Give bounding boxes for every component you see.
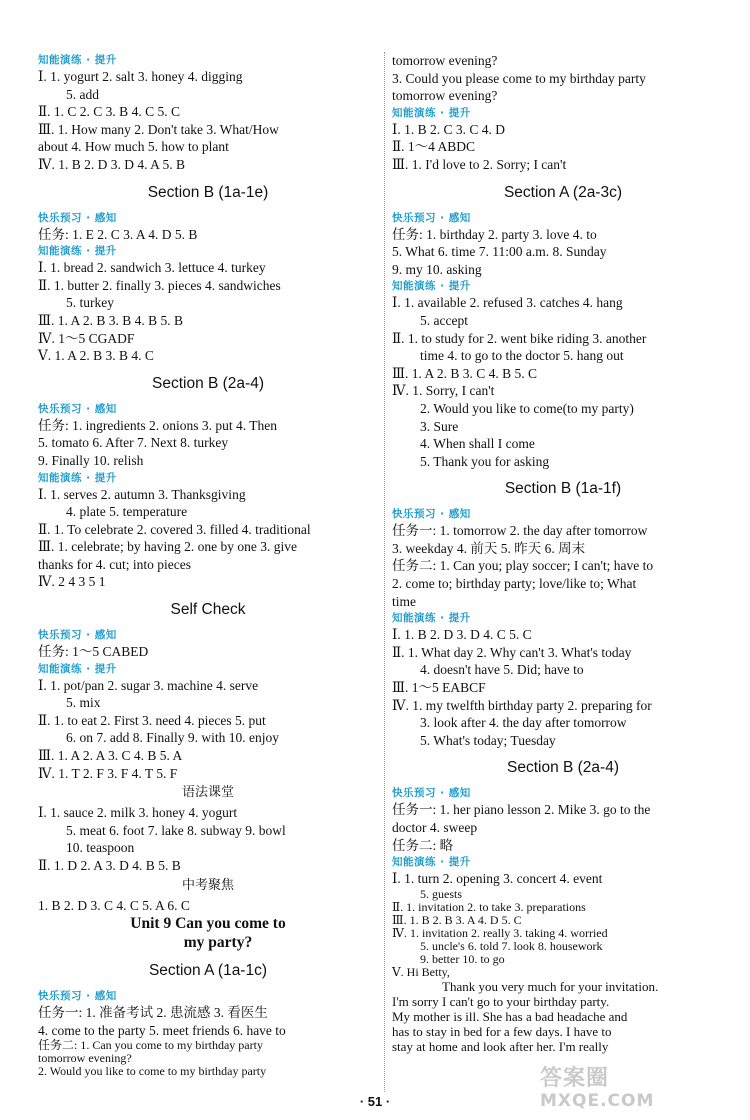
- answer-line: Ⅰ. 1. available 2. refused 3. catches 4. hang: [392, 295, 623, 311]
- answer-line: 9. my 10. asking: [392, 261, 482, 277]
- answer-line: 5. add: [66, 86, 99, 102]
- section-label: 知能演练 · 提升: [38, 54, 117, 66]
- answer-line: 4. plate 5. temperature: [66, 504, 188, 520]
- answer-line: time: [392, 593, 416, 609]
- answer-line: 4. come to the party 5. meet friends 6. have to: [38, 1022, 286, 1038]
- column-divider: [384, 52, 385, 1092]
- answer-line: 5. Thank you for asking: [420, 453, 550, 469]
- answer-line: Ⅰ. 1. pot/pan 2. sugar 3. machine 4. serve: [38, 677, 259, 693]
- answer-line: Ⅳ. 1. T 2. F 3. F 4. T 5. F: [38, 765, 178, 781]
- answer-line: 5. turkey: [66, 295, 114, 311]
- answer-line: 5. tomato 6. After 7. Next 8. turkey: [38, 435, 229, 451]
- section-label: 知能演练 · 提升: [38, 662, 117, 675]
- answer-line: thanks for 4. cut; into pieces: [38, 556, 191, 572]
- answer-line: tomorrow evening?: [38, 1051, 132, 1066]
- answer-line: 2. Would you like to come(to my party): [420, 400, 634, 416]
- answer-line: 5. What 6. time 7. 11:00 a.m. 8. Sunday: [392, 244, 607, 260]
- answer-line: doctor 4. sweep: [392, 820, 478, 835]
- answer-line: 5. guests: [420, 886, 462, 901]
- page-number-value: 51: [367, 1094, 383, 1109]
- answer-line: about 4. How much 5. how to plant: [38, 139, 229, 155]
- answer-line: 3. Sure: [420, 418, 459, 434]
- answer-line: Ⅱ. 1～4 ABDC: [392, 139, 476, 155]
- section-label: 快乐预习 · 感知: [392, 211, 471, 224]
- answer-line: 4. doesn't have 5. Did; have to: [420, 662, 584, 678]
- answer-line: 2. come to; birthday party; love/like to; What: [392, 576, 637, 592]
- answer-line: Ⅰ. 1. yogurt 2. salt 3. honey 4. digging: [38, 69, 243, 84]
- answer-line: Ⅳ. 1～5 CGADF: [38, 330, 135, 346]
- letter-line: Thank you very much for your invitation.: [442, 978, 659, 994]
- answer-line: Ⅴ. Hi Betty,: [392, 964, 450, 979]
- watermark-logo: [540, 1068, 745, 1116]
- subsection-heading: 中考聚焦: [181, 877, 234, 893]
- answer-line: 5. What's today; Tuesday: [420, 732, 556, 748]
- section-label: 知能演练 · 提升: [38, 245, 117, 258]
- answer-line: Ⅲ. 1. B 2. B 3. A 4. D 5. C: [392, 912, 522, 927]
- section-heading: Section A (1a-1c): [148, 962, 268, 980]
- section-heading: Section B (1a-1f): [504, 480, 622, 498]
- answer-line: 9. Finally 10. relish: [38, 452, 144, 468]
- answer-line: tomorrow evening?: [392, 88, 498, 104]
- answer-line: Ⅲ. 1. celebrate; by having 2. one by one 3. give: [38, 539, 297, 555]
- answer-line: 任务: 1. birthday 2. party 3. love 4. to: [392, 226, 597, 242]
- section-heading: Section A (2a-3c): [503, 183, 623, 201]
- answer-line: Ⅱ. 1. C 2. C 3. B 4. C 5. C: [38, 104, 180, 120]
- section-label: 快乐预习 · 感知: [392, 787, 471, 800]
- answer-line: 任务一: 1. 准备考试 2. 患流感 3. 看医生: [38, 1005, 268, 1021]
- letter-line: stay at home and look after her. I'm really: [392, 1038, 609, 1054]
- answer-line: 4. When shall I come: [420, 436, 535, 452]
- answer-line: Ⅱ. 1. What day 2. Why can't 3. What's today: [392, 644, 632, 660]
- answer-line: 10. teaspoon: [66, 840, 135, 856]
- answer-line: time 4. to go to the doctor 5. hang out: [420, 348, 624, 364]
- answer-line: 3. look after 4. the day after tomorrow: [420, 715, 627, 731]
- answer-line: Ⅴ. 1. A 2. B 3. B 4. C: [38, 348, 154, 364]
- answer-line: Ⅲ. 1. A 2. B 3. C 4. B 5. C: [392, 365, 538, 381]
- answer-line: 任务二: 1. Can you come to my birthday party: [38, 1038, 263, 1053]
- section-heading: Section B (2a-4): [507, 759, 619, 777]
- answer-line: Ⅱ. 1. to study for 2. went bike riding 3. another: [392, 330, 647, 346]
- answer-line: 2. Would you like to come to my birthday party: [38, 1064, 267, 1079]
- answer-line: 5. meat 6. foot 7. lake 8. subway 9. bowl: [66, 822, 286, 838]
- answer-line: Ⅱ. 1. to eat 2. First 3. need 4. pieces 5. put: [38, 712, 266, 728]
- answer-line: Ⅲ. 1. How many 2. Don't take 3. What/How: [38, 121, 279, 137]
- answer-line: Ⅳ. 1. my twelfth birthday party 2. preparing for: [392, 697, 652, 713]
- answer-line: 任务: 1～5 CABED: [38, 644, 149, 660]
- watermark-url: MXQE.COM: [540, 1091, 655, 1111]
- answer-line: Ⅳ. 1. invitation 2. really 3. taking 4. worried: [392, 925, 608, 940]
- section-heading: Section B (1a-1e): [147, 183, 269, 201]
- section-label: 知能演练 · 提升: [392, 856, 471, 869]
- answer-line: Ⅰ. 1. bread 2. sandwich 3. lettuce 4. turkey: [38, 260, 266, 276]
- answer-line: Ⅳ. 1. B 2. D 3. D 4. A 5. B: [38, 156, 186, 172]
- answer-line: Ⅱ. 1. invitation 2. to take 3. preparations: [392, 899, 586, 914]
- section-heading: Section B (2a-4): [152, 374, 264, 392]
- answer-line: Ⅲ. 1～5 EABCF: [392, 680, 486, 696]
- answer-line: 任务一: 1. tomorrow 2. the day after tomorrow: [392, 523, 648, 539]
- answer-line: 5. accept: [420, 312, 468, 328]
- answer-line: Ⅰ. 1. B 2. D 3. D 4. C 5. C: [392, 627, 532, 643]
- page-number: · 51 ·: [359, 1094, 391, 1109]
- answer-line: Ⅰ. 1. serves 2. autumn 3. Thanksgiving: [38, 486, 246, 502]
- answer-line: 5. uncle's 6. told 7. look 8. housework: [420, 938, 603, 953]
- unit-title: my party?: [183, 934, 253, 952]
- section-label: 知能演练 · 提升: [392, 280, 471, 293]
- answer-line: Ⅱ. 1. To celebrate 2. covered 3. filled 4. traditional: [38, 521, 311, 537]
- answer-line: Ⅱ. 1. butter 2. finally 3. pieces 4. sandwiches: [38, 277, 281, 293]
- unit-title: Unit 9 Can you come to: [130, 915, 286, 933]
- answer-line: Ⅲ. 1. A 2. B 3. B 4. B 5. B: [38, 312, 184, 328]
- answer-line: 5. mix: [66, 695, 101, 711]
- answer-line: 1. B 2. D 3. C 4. C 5. A 6. C: [38, 897, 190, 913]
- answer-line: Ⅰ. 1. B 2. C 3. C 4. D: [392, 121, 505, 137]
- answer-line: Ⅳ. 1. Sorry, I can't: [392, 383, 495, 399]
- letter-line: I'm sorry I can't go to your birthday party.: [392, 993, 610, 1009]
- left-column: [38, 52, 378, 1078]
- answer-line: 3. weekday 4. 前天 5. 昨天 6. 周末: [392, 540, 586, 556]
- section-label: 知能演练 · 提升: [392, 612, 471, 625]
- answer-line: Ⅳ. 2 4 3 5 1: [38, 574, 106, 590]
- section-label: 知能演练 · 提升: [38, 471, 117, 484]
- answer-line: Ⅰ. 1. sauce 2. milk 3. honey 4. yogurt: [38, 805, 238, 821]
- section-label: 快乐预习 · 感知: [38, 629, 117, 642]
- answer-line: 任务: 1. ingredients 2. onions 3. put 4. Then: [38, 417, 277, 433]
- answer-line: 6. on 7. add 8. Finally 9. with 10. enjoy: [66, 730, 279, 746]
- section-label: 知能演练 · 提升: [392, 106, 471, 119]
- section-heading: Self Check: [170, 601, 246, 619]
- letter-line: My mother is ill. She has a bad headache and: [392, 1008, 628, 1024]
- section-label: 快乐预习 · 感知: [392, 508, 471, 521]
- answer-line: tomorrow evening?: [392, 53, 498, 68]
- answer-line: Ⅲ. 1. I'd love to 2. Sorry; I can't: [392, 156, 567, 172]
- answer-line: 任务二: 1. Can you; play soccer; I can't; have to: [392, 558, 654, 574]
- answer-line: Ⅲ. 1. A 2. A 3. C 4. B 5. A: [38, 748, 183, 764]
- answer-line: 9. better 10. to go: [420, 951, 505, 966]
- letter-line: has to stay in bed for a few days. I have to: [392, 1023, 612, 1039]
- right-column: [392, 52, 734, 1054]
- section-label: 快乐预习 · 感知: [38, 402, 117, 415]
- answer-line: 任务二: 略: [392, 837, 454, 853]
- subsection-heading: 语法课堂: [181, 785, 234, 801]
- answer-line: Ⅱ. 1. D 2. A 3. D 4. B 5. B: [38, 858, 181, 873]
- answer-line: 任务: 1. E 2. C 3. A 4. D 5. B: [38, 226, 198, 242]
- answer-line: Ⅰ. 1. turn 2. opening 3. concert 4. event: [392, 871, 603, 887]
- section-label: 快乐预习 · 感知: [38, 211, 117, 224]
- section-label: 快乐预习 · 感知: [38, 990, 117, 1003]
- answer-line: 3. Could you please come to my birthday party: [392, 70, 646, 86]
- watermark-title: 答案圈: [540, 1066, 610, 1091]
- answer-line: 任务一: 1. her piano lesson 2. Mike 3. go to the: [392, 802, 651, 818]
